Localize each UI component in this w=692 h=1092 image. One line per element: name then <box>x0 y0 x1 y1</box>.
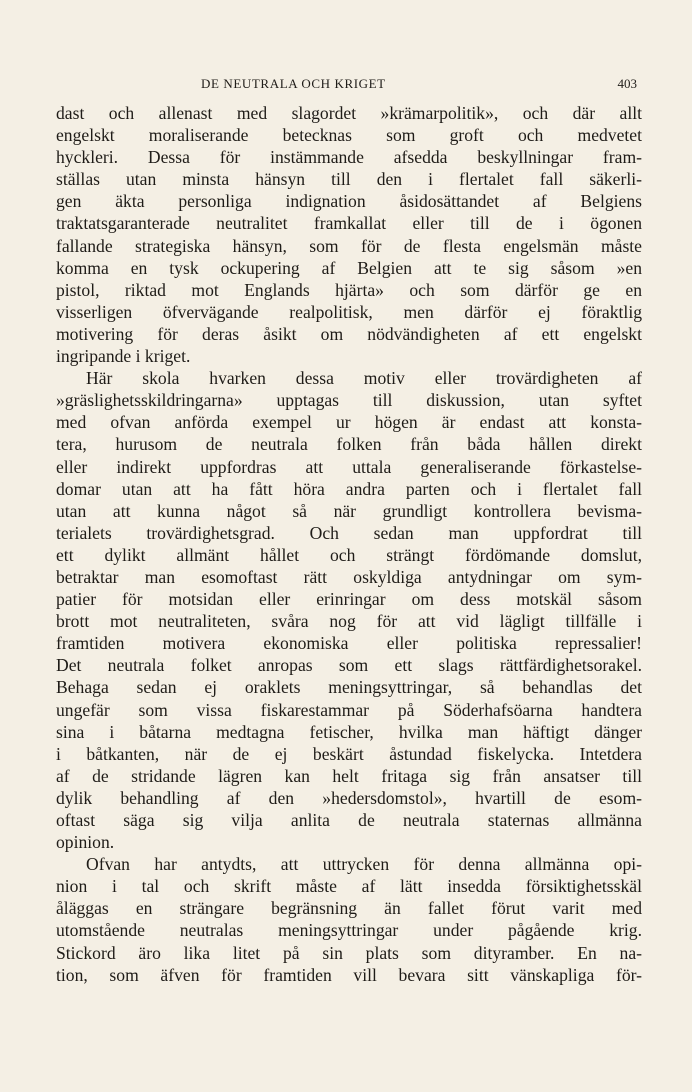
text-line: ungefär som vissa fiskarestammar på Söderhafsöarna handtera <box>56 699 642 720</box>
text-line: ingripande i kriget. <box>56 346 191 367</box>
text-line: traktatsgaranterade neutralitet framkallat eller till de i ögonen <box>56 213 642 234</box>
text-line: ett dylikt allmänt hållet och strängt fördömande domslut, <box>56 544 642 565</box>
text-line: oftast säga sig vilja anlita de neutrala staternas allmänna <box>56 810 642 830</box>
text-line: »gräslighetsskildringarna» upptagas till diskussion, utan syftet <box>56 390 642 411</box>
text-line: dylik behandling af den »hedersdomstol», hvartill de esom- <box>56 787 642 808</box>
text-line: komma en tysk ockupering af Belgien att te sig såsom »en <box>56 257 642 278</box>
text-line: patier för motsidan eller erinringar om dess motskäl såsom <box>56 589 642 610</box>
text-line: opinion. <box>56 832 115 853</box>
text-line: terialets trovärdighetsgrad. Och sedan man uppfordrat till <box>56 522 642 543</box>
text-line: Stickord äro lika litet på sin plats som dityramber. En na- <box>56 942 642 963</box>
text-line: fallande strategiska hänsyn, som för de flesta engelsmän måste <box>56 235 642 256</box>
running-head-title: DE NEUTRALA OCH KRIGET <box>201 76 386 91</box>
text-line: dast och allenast med slagordet »krämarpolitik», och där allt <box>56 103 642 123</box>
text-line: Ofvan har antydts, att uttrycken för denna allmänna opi- <box>86 854 642 875</box>
text-line: af de stridande lägren kan helt fritaga sig från ansatser till <box>56 765 642 786</box>
text-line: motivering för deras åsikt om nödvändigheten af ett engelskt <box>56 323 642 344</box>
text-line: eller indirekt uppfordras att uttala generaliserande förkastelse- <box>56 456 642 477</box>
text-line: åläggas en strängare begränsning än fallet förut varit med <box>56 898 642 919</box>
text-line: Behaga sedan ej oraklets meningsyttringar, så behandlas det <box>56 677 642 698</box>
text-line: hyckleri. Dessa för instämmande afsedda beskyllningar fram- <box>56 147 642 168</box>
text-line: brott mot neutraliteten, svåra nog för att vid lägligt tillfälle i <box>56 611 642 632</box>
text-line: Det neutrala folket anropas som ett slags rättfärdighetsorakel. <box>56 655 642 676</box>
body-text <box>56 102 642 986</box>
text-line: framtiden motivera ekonomiska eller politiska repressalier! <box>56 633 642 654</box>
text-line: ställas utan minsta hänsyn till den i flertalet fall säkerli- <box>56 169 642 190</box>
text-line: nion i tal och skrift måste af lätt insedda försiktighetsskäl <box>56 876 642 897</box>
text-line: betraktar man esomoftast rätt oskyldiga antydningar om sym- <box>56 566 642 587</box>
text-line: pistol, riktad mot Englands hjärta» och som därför ge en <box>56 279 642 300</box>
text-line: tera, hurusom de neutrala folken från båda hållen direkt <box>56 434 642 455</box>
running-head <box>0 76 692 92</box>
text-line: i båtkanten, när de ej beskärt åstundad fiskelycka. Intetdera <box>56 743 642 764</box>
text-line: med ofvan anförda exempel ur högen är endast att konsta- <box>56 412 642 433</box>
text-line: visserligen öfvervägande realpolitisk, men därför ej föraktlig <box>56 301 642 322</box>
text-line: engelskt moraliserande betecknas som groft och medvetet <box>56 125 642 146</box>
text-line: tion, som äfven för framtiden vill bevara sitt vänskapliga för- <box>56 964 642 985</box>
text-line: domar utan att ha fått höra andra parten och i flertalet fall <box>56 478 642 499</box>
page-number: 403 <box>617 76 637 91</box>
text-line: sina i båtarna medtagna fetischer, hvilka man häftigt dänger <box>56 721 642 742</box>
text-line: Här skola hvarken dessa motiv eller trovärdigheten af <box>86 368 642 389</box>
text-line: utan att kunna något så när grundligt kontrollera bevisma- <box>56 500 642 521</box>
text-line: utomstående neutralas meningsyttringar under pågående krig. <box>56 920 642 941</box>
text-line: gen äkta personliga indignation åsidosättandet af Belgiens <box>56 191 642 212</box>
